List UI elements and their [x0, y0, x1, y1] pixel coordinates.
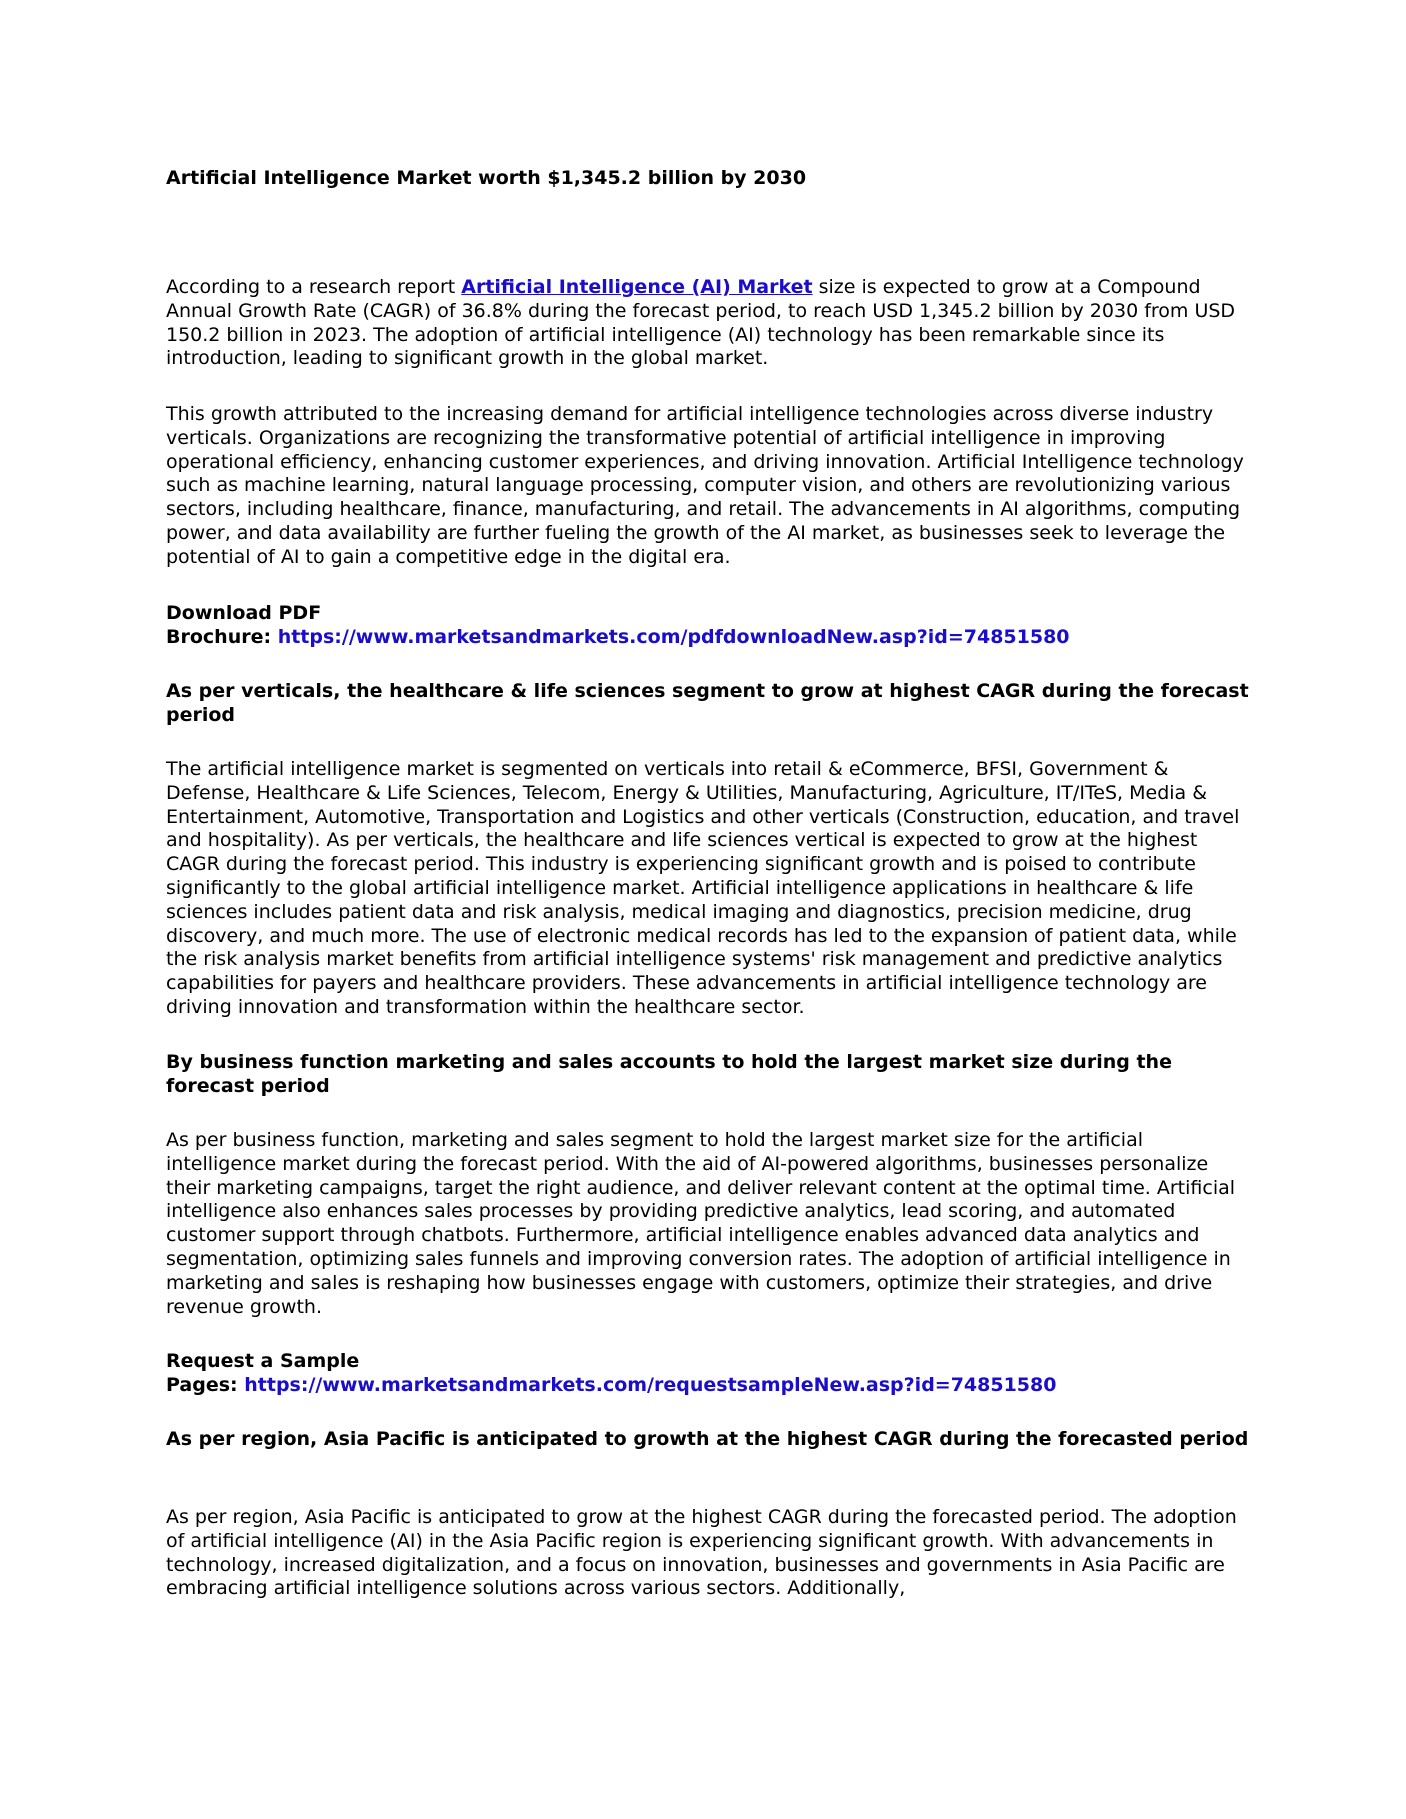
verticals-paragraph: The artificial intelligence market is segmented on verticals into retail & eCommerce, BFSI, Government & Defense, Healthcare & Life Sciences, Telecom, Energy & Utilities, Manufacturing, Agriculture, IT/ITeS, Media & Entertainment, Automotive, Transportation and Logistics and other verticals (Construction, education, and travel and hospitality). As per verticals, the healthcare and life sciences vertical is expected to grow at the highest CAGR during the forecast period. This industry is experiencing significant growth and is poised to contribute significantly to the global artificial intelligence market. Artificial intelligence applications in healthcare & life sciences includes patient data and risk analysis, medical imaging and diagnostics, precision medicine, drug discovery, and much more. The use of electronic medical records has led to the expansion of patient data, while the risk analysis market benefits from artificial intelligence systems' risk management and predictive analytics capabilities for payers and healthcare providers. These advancements in artificial intelligence technology are driving innovation and transformation within the healthcare sector.: [166, 758, 1240, 1018]
growth-paragraph: This growth attributed to the increasing demand for artificial intelligence technologies across diverse industry verticals. Organizations are recognizing the transformative potential of artificial intelligence in improving operational efficiency, enhancing customer experiences, and driving innovation. Artificial Intelligence technology such as machine learning, natural language processing, computer vision, and others are revolutionizing various sectors, including healthcare, finance, manufacturing, and retail. The advancements in AI algorithms, computing power, and data availability are further fueling the growth of the AI market, as businesses seek to leverage the potential of AI to gain a competitive edge in the digital era.: [166, 403, 1244, 568]
business-function-heading: By business function marketing and sales accounts to hold the largest market size during the forecast period: [166, 1051, 1172, 1097]
intro-text-before-link: According to a research report: [166, 276, 462, 298]
brochure-download-link[interactable]: https://www.marketsandmarkets.com/pdfdownloadNew.asp?id=74851580: [277, 625, 1070, 648]
pages-label: Pages:: [166, 1373, 245, 1396]
intro-paragraph: [166, 276, 1252, 371]
business-function-paragraph: As per business function, marketing and sales segment to hold the largest market size for the artificial intelligence market during the forecast period. With the aid of AI-powered algorithms, businesses personalize their marketing campaigns, target the right audience, and deliver relevant content at the optimal time. Artificial intelligence also enhances sales processes by providing predictive analytics, lead scoring, and automated customer support through chatbots. Furthermore, artificial intelligence enables advanced data analytics and segmentation, optimizing sales funnels and improving conversion rates. The adoption of artificial intelligence in marketing and sales is reshaping how businesses engage with customers, optimize their strategies, and drive revenue growth.: [166, 1129, 1236, 1318]
request-sample-label: Request a Sample: [166, 1350, 360, 1372]
region-paragraph: As per region, Asia Pacific is anticipated to grow at the highest CAGR during the forecasted period. The adoption of artificial intelligence (AI) in the Asia Pacific region is experiencing significant growth. With advancements in technology, increased digitalization, and a focus on innovation, businesses and governments in Asia Pacific are embracing artificial intelligence solutions across various sectors. Additionally,: [166, 1506, 1237, 1600]
download-pdf-label: Download PDF: [166, 602, 322, 624]
document-title: Artificial Intelligence Market worth $1,345.2 billion by 2030: [166, 167, 807, 189]
download-brochure-block: [166, 602, 1252, 650]
request-sample-link[interactable]: https://www.marketsandmarkets.com/requestsampleNew.asp?id=74851580: [244, 1373, 1057, 1396]
intro-text-after-link: size is expected to grow at a Compound Annual Growth Rate (CAGR) of 36.8% during the forecast period, to reach USD 1,345.2 billion by 2030 from USD 150.2 billion in 2023. The adoption of artificial intelligence (AI) technology has been remarkable since its introduction, leading to significant growth in the global market.: [166, 276, 1236, 370]
region-heading: As per region, Asia Pacific is anticipated to growth at the highest CAGR during the forecasted period: [166, 1428, 1249, 1450]
brochure-label: Brochure:: [166, 625, 278, 648]
ai-market-report-link[interactable]: Artificial Intelligence (AI) Market: [461, 276, 813, 298]
request-sample-block: [166, 1350, 1252, 1398]
verticals-heading: As per verticals, the healthcare & life sciences segment to grow at highest CAGR during the forecast period: [166, 680, 1249, 726]
